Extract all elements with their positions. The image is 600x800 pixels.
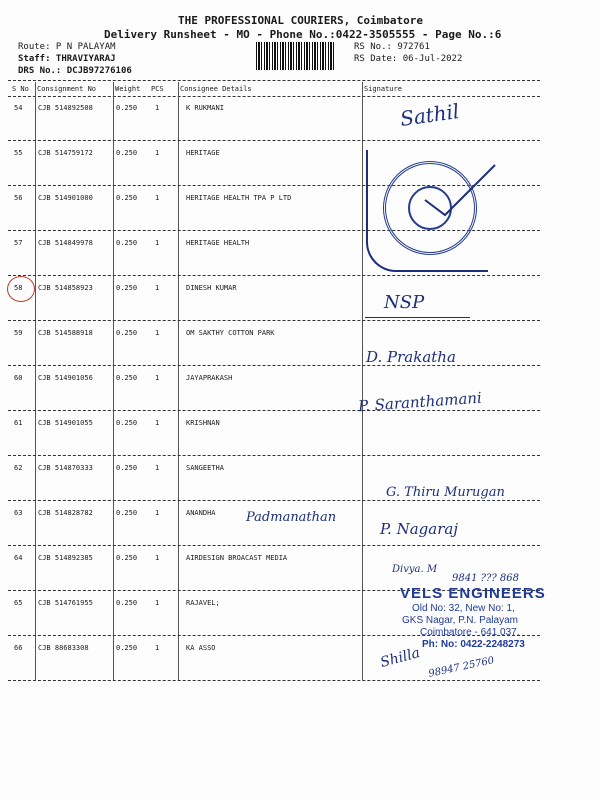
drs-number: DRS No.: DCJB97276106 (18, 66, 132, 76)
row-pcs: 1 (155, 464, 160, 472)
row-rule (8, 140, 540, 141)
row-rule (8, 365, 540, 366)
row-pcs: 1 (155, 374, 160, 382)
route-label: Route: P N PALAYAM (18, 42, 116, 52)
row-consignee: KRISHNAN (186, 419, 220, 427)
red-circle-mark (7, 276, 35, 302)
signature-54: Sathil (398, 98, 461, 132)
row-consignee: AIRDESIGN BROACAST MEDIA (186, 554, 288, 562)
row-pcs: 1 (155, 599, 160, 607)
row-weight: 0.250 (116, 374, 138, 382)
col-consignee: Consignee Details (180, 85, 252, 93)
row-consignee: K RUKMANI (186, 104, 224, 112)
row-rule (8, 320, 540, 321)
row-pcs: 1 (155, 284, 160, 292)
row-sno: 57 (14, 239, 23, 247)
rs-date: RS Date: 06-Jul-2022 (354, 54, 463, 64)
row-sno: 62 (14, 464, 23, 472)
row-sno: 55 (14, 149, 23, 157)
row-consignee: RAJAVEL; (186, 599, 220, 607)
row-sno: 56 (14, 194, 23, 202)
barcode (256, 42, 334, 70)
row-consignee: OM SAKTHY COTTON PARK (186, 329, 275, 337)
stamp-address-3: Coimbatore - 641 037. (420, 627, 520, 638)
row-consignment: CJB 514901055 (38, 419, 93, 427)
row-consignee: JAYAPRAKASH (186, 374, 233, 382)
row-pcs: 1 (155, 149, 160, 157)
col-pcs: PCS (151, 85, 164, 93)
row-pcs: 1 (155, 239, 160, 247)
row-consignment: CJB 514892385 (38, 554, 93, 562)
row-rule (8, 545, 540, 546)
row-consignment: CJB 514870333 (38, 464, 93, 472)
col-consignment: Consignment No (37, 85, 97, 93)
row-consignment: CJB 514759172 (38, 149, 93, 157)
row-consignment: CJB 514901000 (38, 194, 93, 202)
row-consignment: CJB 514849978 (38, 239, 93, 247)
row-consignee: KA ASSO (186, 644, 216, 652)
row-rule (8, 680, 540, 681)
row-weight: 0.250 (116, 104, 138, 112)
row-weight: 0.250 (116, 149, 138, 157)
row-pcs: 1 (155, 104, 160, 112)
row-sno: 60 (14, 374, 23, 382)
signature-58-underline (365, 317, 470, 318)
row-consignment: CJB 514761955 (38, 599, 93, 607)
row-rule (8, 275, 540, 276)
runsheet-subtitle: Delivery Runsheet - MO - Phone No.:0422-3505555 - Page No.:6 (104, 28, 502, 41)
row-consignment: CJB 514858923 (38, 284, 93, 292)
row-weight: 0.250 (116, 284, 138, 292)
row-weight: 0.250 (116, 464, 138, 472)
row-weight: 0.250 (116, 509, 138, 517)
row-pcs: 1 (155, 554, 160, 562)
row-sno: 65 (14, 599, 23, 607)
row-pcs: 1 (155, 509, 160, 517)
row-pcs: 1 (155, 329, 160, 337)
signature-66: Shilla (378, 645, 422, 671)
stamp-phone: Ph: No: 0422-2248273 (422, 639, 525, 650)
row-sno: 61 (14, 419, 23, 427)
row-consignment: CJB 88683308 (38, 644, 89, 652)
row-sno: 59 (14, 329, 23, 337)
row-sno: 66 (14, 644, 23, 652)
row-sno: 54 (14, 104, 23, 112)
header-top-rule (8, 80, 540, 81)
row-sno: 58 (14, 284, 23, 292)
row-weight: 0.250 (116, 554, 138, 562)
row-sno: 64 (14, 554, 23, 562)
row-weight: 0.250 (116, 599, 138, 607)
row-pcs: 1 (155, 194, 160, 202)
row-rule (8, 410, 540, 411)
stamp-address-2: GKS Nagar, P.N. Palayam (402, 615, 518, 626)
company-title: THE PROFESSIONAL COURIERS, Coimbatore (178, 14, 424, 27)
staff-label: Staff: THRAVIYARAJ (18, 54, 116, 64)
row-weight: 0.250 (116, 419, 138, 427)
signature-60: D. Prakatha (366, 348, 456, 366)
row-consignee: HERITAGE (186, 149, 220, 157)
row-consignment: CJB 514892508 (38, 104, 93, 112)
phone-66: 98947 25760 (427, 655, 496, 680)
stamp-address-1: Old No: 32, New No: 1, (412, 603, 515, 614)
stamp-company-name: VELS ENGINEERS (400, 585, 546, 602)
seal-check-mark-icon (420, 160, 500, 220)
signature-62: G. Thiru Murugan (386, 485, 505, 500)
row-weight: 0.250 (116, 644, 138, 652)
row-consignee: SANGEETHA (186, 464, 224, 472)
row-consignee: DINESH KUMAR (186, 284, 237, 292)
col-sno: S No (12, 85, 29, 93)
row-weight: 0.250 (116, 329, 138, 337)
row-rule (8, 455, 540, 456)
row-weight: 0.250 (116, 194, 138, 202)
signature-58: NSP (384, 292, 425, 313)
row-consignee: ANANDHA (186, 509, 216, 517)
phone-64: 9841 ??? 868 (452, 573, 519, 584)
row-sno: 63 (14, 509, 23, 517)
signature-64: Divya. M (392, 564, 438, 575)
header-bottom-rule (8, 96, 540, 97)
row-rule (8, 500, 540, 501)
signature-61: P. Saranthamani (357, 388, 483, 416)
row-consignee: HERITAGE HEALTH (186, 239, 250, 247)
note-63: Padmanathan (246, 510, 337, 525)
signature-63: P. Nagaraj (380, 520, 458, 538)
col-weight: Weight (115, 85, 141, 93)
row-pcs: 1 (155, 644, 160, 652)
col-signature: Signature (364, 85, 402, 93)
row-consignment: CJB 514901056 (38, 374, 93, 382)
row-pcs: 1 (155, 419, 160, 427)
rs-number: RS No.: 972761 (354, 42, 430, 52)
row-consignment: CJB 514828782 (38, 509, 93, 517)
row-weight: 0.250 (116, 239, 138, 247)
row-consignee: HERITAGE HEALTH TPA P LTD (186, 194, 292, 202)
row-consignment: CJB 514588918 (38, 329, 93, 337)
